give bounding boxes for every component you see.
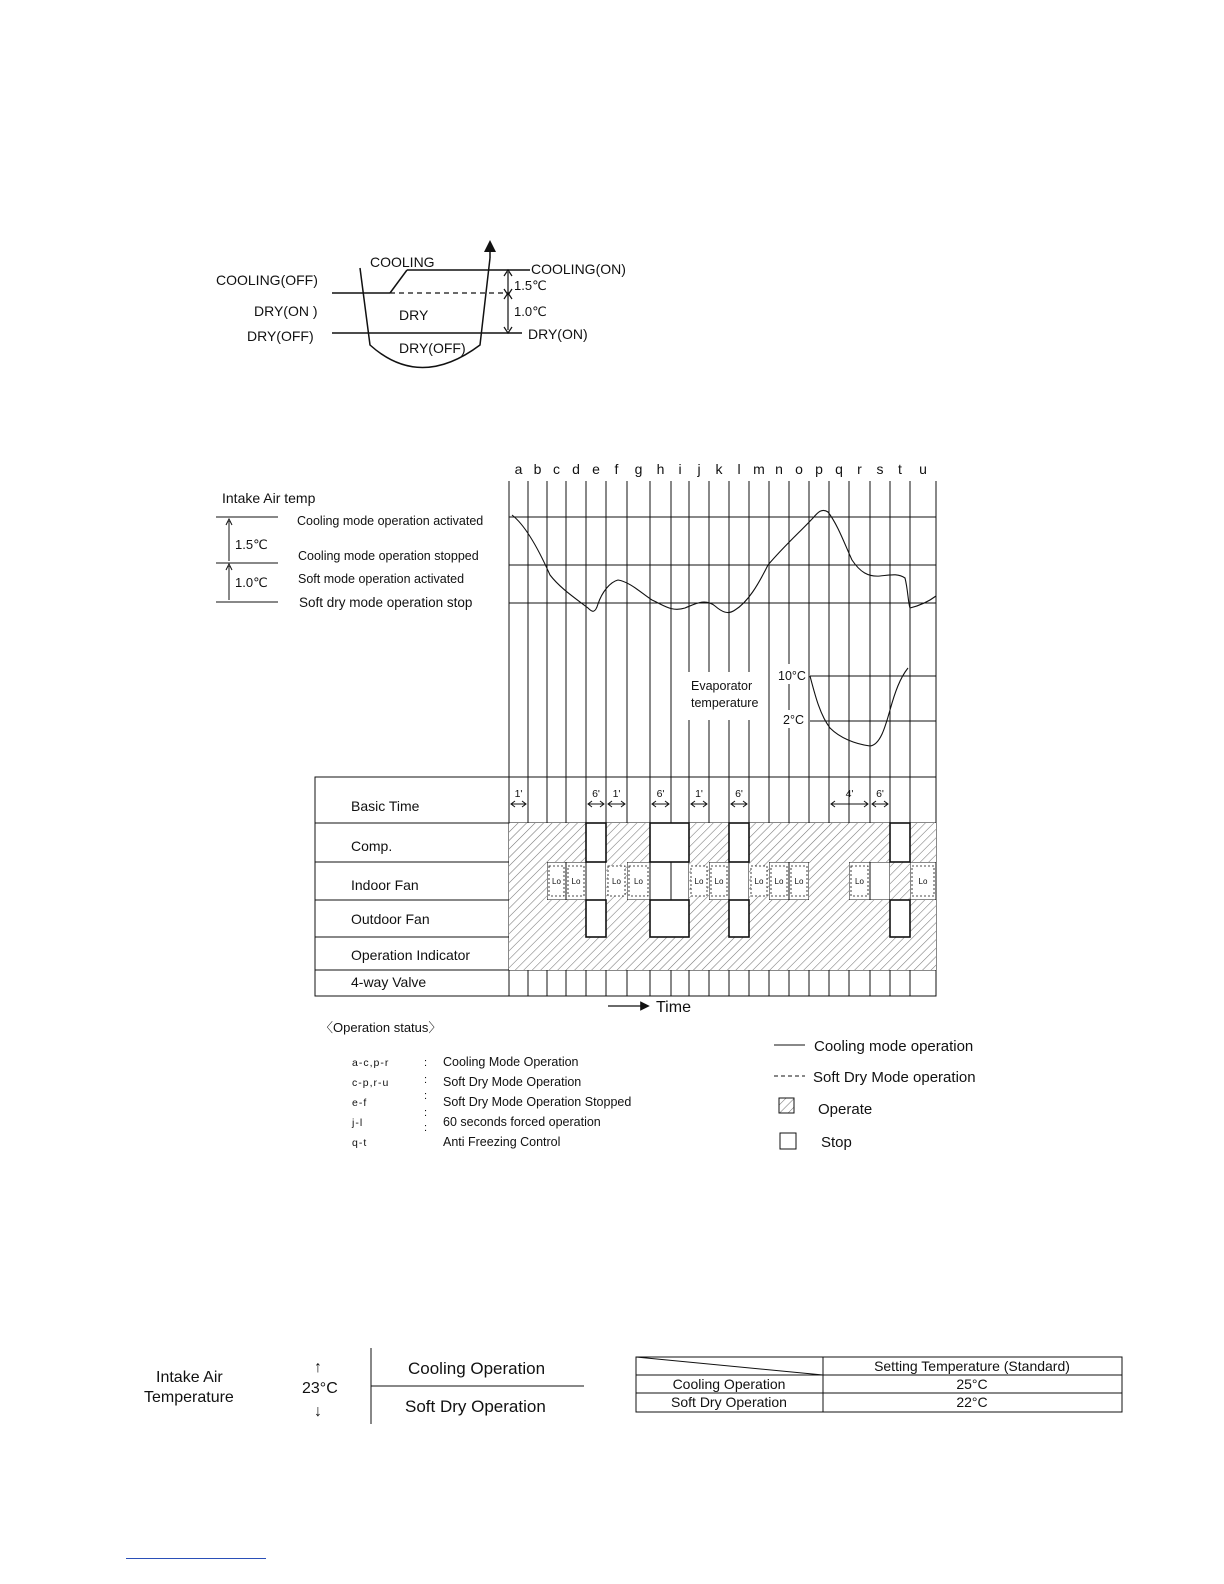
status-code-3: e-f bbox=[352, 1097, 368, 1109]
intake-air-temp-label: Intake Air temp bbox=[222, 490, 316, 506]
column-letter-j: j bbox=[697, 461, 701, 477]
lo-label-1: Lo bbox=[571, 877, 581, 886]
basic-time-marks bbox=[511, 788, 888, 807]
lo-label-9: Lo bbox=[855, 877, 864, 886]
lo-label-10: Lo bbox=[918, 877, 928, 886]
selector-intake-2: Temperature bbox=[144, 1389, 234, 1406]
lo-label-5: Lo bbox=[714, 877, 724, 886]
status-desc-5: Anti Freezing Control bbox=[443, 1135, 561, 1149]
label-dry-on-right: DRY(ON) bbox=[528, 326, 588, 342]
operation-indicator-operate-segment-0 bbox=[509, 937, 936, 970]
legend-stop: Stop bbox=[821, 1134, 852, 1151]
column-letter-a: a bbox=[514, 461, 523, 477]
column-letter-i: i bbox=[678, 461, 682, 477]
status-sep-4: : bbox=[424, 1107, 428, 1119]
lo-label-8: Lo bbox=[794, 877, 804, 886]
time-label: Time bbox=[656, 999, 691, 1016]
column-letter-s: s bbox=[876, 461, 884, 477]
setting-row-2-mode: Soft Dry Operation bbox=[671, 1394, 787, 1410]
legend-cooling-line: Cooling mode operation bbox=[814, 1038, 974, 1055]
label-dry-off-bottom: DRY(OFF) bbox=[399, 340, 466, 356]
label-cooling: COOLING bbox=[370, 254, 435, 270]
comp-operate-segment-3 bbox=[749, 823, 890, 862]
column-letter-g: g bbox=[634, 461, 643, 477]
label-cooling-off: COOLING(OFF) bbox=[216, 272, 318, 288]
basic-time-mark-3: 6' bbox=[656, 788, 665, 800]
selector-cooling: Cooling Operation bbox=[408, 1359, 546, 1378]
status-desc-3: Soft Dry Mode Operation Stopped bbox=[443, 1095, 632, 1109]
operate-hatch-cells bbox=[509, 823, 936, 970]
comp-operate-segment-4 bbox=[910, 823, 936, 862]
setting-row-1-mode: Cooling Operation bbox=[672, 1376, 786, 1392]
column-letter-e: e bbox=[592, 461, 600, 477]
column-letter-h: h bbox=[656, 461, 665, 477]
lo-label-3: Lo bbox=[634, 877, 643, 886]
selector-down-arrow: ↓ bbox=[314, 1403, 322, 1420]
timing-chart bbox=[216, 461, 936, 1016]
footer-link-underline bbox=[126, 1558, 266, 1559]
column-letter-u: u bbox=[919, 461, 927, 477]
status-code-1: a-c,p-r bbox=[352, 1057, 390, 1069]
basic-time-mark-5: 6' bbox=[735, 788, 743, 800]
status-code-4: j-l bbox=[352, 1117, 364, 1129]
column-letter-m: m bbox=[753, 461, 765, 477]
selector-up-arrow: ↑ bbox=[314, 1359, 322, 1376]
row-outdoor-fan: Outdoor Fan bbox=[351, 911, 430, 927]
setting-row-1-temp: 25°C bbox=[956, 1376, 988, 1392]
temperature-selector bbox=[144, 1348, 584, 1424]
setting-row-2-temp: 22°C bbox=[956, 1394, 988, 1410]
row-4-way-valve: 4-way Valve bbox=[351, 974, 427, 990]
setting-table-diagonal bbox=[636, 1357, 823, 1375]
intake-air-temp-curve bbox=[512, 510, 936, 612]
label-dry-on-left: DRY(ON ) bbox=[254, 303, 318, 319]
selector-intake-1: Intake Air bbox=[156, 1369, 223, 1386]
indoor-fan-operate-segment-4 bbox=[809, 862, 849, 900]
setting-table-header: Setting Temperature (Standard) bbox=[874, 1358, 1070, 1374]
evaporator-label-line1: Evaporator bbox=[691, 679, 753, 693]
threshold-label-4: Soft dry mode operation stop bbox=[299, 595, 473, 610]
lo-label-4: Lo bbox=[694, 877, 704, 886]
stop-box-1-1 bbox=[650, 900, 689, 937]
indoor-fan-operate-segment-5 bbox=[890, 862, 910, 900]
row-basic-time: Basic Time bbox=[351, 798, 420, 814]
operation-status-title: 〈Operation status〉 bbox=[320, 1020, 442, 1035]
stop-box-3-0 bbox=[890, 823, 910, 862]
evap-low-label: 2°C bbox=[783, 713, 804, 727]
evaporator-label-line2: temperature bbox=[691, 696, 759, 710]
status-desc-1: Cooling Mode Operation bbox=[443, 1055, 579, 1069]
scale-delta-lower: 1.0℃ bbox=[235, 575, 268, 590]
threshold-label-1: Cooling mode operation activated bbox=[297, 514, 484, 528]
outdoor-fan-operate-segment-4 bbox=[910, 900, 936, 937]
indoor-fan-operate-segment-0 bbox=[509, 862, 547, 900]
status-sep-1: : bbox=[424, 1057, 428, 1069]
cooling-transition bbox=[390, 270, 407, 293]
column-letter-l: l bbox=[737, 461, 741, 477]
selector-soft-dry: Soft Dry Operation bbox=[405, 1397, 546, 1416]
basic-time-mark-4: 1' bbox=[695, 788, 703, 800]
comp-operate-segment-0 bbox=[509, 823, 586, 862]
label-cooling-on: COOLING(ON) bbox=[531, 261, 626, 277]
column-letter-p: p bbox=[815, 461, 823, 477]
status-sep-2: : bbox=[424, 1074, 428, 1086]
label-delta-upper: 1.5℃ bbox=[514, 278, 547, 293]
legend bbox=[320, 1020, 976, 1151]
status-sep-5: : bbox=[424, 1122, 428, 1134]
status-sep-3: : bbox=[424, 1090, 428, 1102]
threshold-label-3: Soft mode operation activated bbox=[298, 572, 465, 586]
label-delta-lower: 1.0℃ bbox=[514, 304, 547, 319]
stop-box-3-1 bbox=[890, 900, 910, 937]
status-desc-4: 60 seconds forced operation bbox=[443, 1115, 601, 1129]
outdoor-fan-operate-segment-1 bbox=[606, 900, 650, 937]
lo-label-6: Lo bbox=[754, 877, 764, 886]
label-dry: DRY bbox=[399, 307, 429, 323]
column-letter-r: r bbox=[857, 461, 862, 477]
lo-label-7: Lo bbox=[774, 877, 784, 886]
row-comp: Comp. bbox=[351, 838, 393, 854]
column-letter-f: f bbox=[614, 461, 619, 477]
basic-time-mark-6: 4' bbox=[845, 788, 854, 800]
outdoor-fan-operate-segment-3 bbox=[749, 900, 890, 937]
scale-delta-upper: 1.5℃ bbox=[235, 537, 268, 552]
column-letter-k: k bbox=[715, 461, 723, 477]
label-dry-off-left: DRY(OFF) bbox=[247, 328, 314, 344]
comp-operate-segment-1 bbox=[606, 823, 650, 862]
hysteresis-diagram bbox=[216, 246, 626, 368]
comp-operate-segment-2 bbox=[689, 823, 729, 862]
stop-box-1-0 bbox=[650, 823, 689, 862]
setting-temperature-table bbox=[636, 1357, 1122, 1412]
outdoor-fan-operate-segment-2 bbox=[689, 900, 729, 937]
column-letter-n: n bbox=[775, 461, 783, 477]
outdoor-fan-operate-segment-0 bbox=[509, 900, 586, 937]
column-letter-t: t bbox=[898, 461, 902, 477]
column-letter-o: o bbox=[795, 461, 803, 477]
basic-time-mark-2: 1' bbox=[612, 788, 621, 800]
stop-box-2-1 bbox=[729, 900, 749, 937]
basic-time-mark-1: 6' bbox=[592, 788, 600, 800]
lo-label-2: Lo bbox=[612, 877, 621, 886]
legend-soft-dry-line: Soft Dry Mode operation bbox=[813, 1069, 976, 1086]
legend-operate: Operate bbox=[818, 1101, 873, 1118]
evaporator-temp-curve bbox=[810, 668, 908, 746]
status-desc-2: Soft Dry Mode Operation bbox=[443, 1075, 582, 1089]
stop-box-0-0 bbox=[586, 823, 606, 862]
column-letter-c: c bbox=[553, 461, 560, 477]
status-code-2: c-p,r-u bbox=[352, 1077, 390, 1089]
stop-box-0-1 bbox=[586, 900, 606, 937]
row-indoor-fan: Indoor Fan bbox=[351, 877, 419, 893]
lo-label-0: Lo bbox=[552, 877, 561, 886]
legend-stop-swatch bbox=[780, 1133, 796, 1149]
evap-high-label: 10°C bbox=[778, 669, 806, 683]
legend-operate-swatch bbox=[779, 1098, 794, 1113]
stop-box-2-0 bbox=[729, 823, 749, 862]
column-letter-b: b bbox=[533, 461, 542, 477]
status-code-5: q-t bbox=[352, 1137, 368, 1149]
column-letters bbox=[515, 461, 927, 477]
row-operation-indicator: Operation Indicator bbox=[351, 947, 471, 963]
basic-time-mark-7: 6' bbox=[876, 788, 884, 800]
selector-temp: 23°C bbox=[302, 1380, 338, 1397]
threshold-label-2: Cooling mode operation stopped bbox=[298, 549, 479, 563]
column-letter-q: q bbox=[835, 461, 843, 477]
column-letter-d: d bbox=[572, 461, 580, 477]
basic-time-mark-0: 1' bbox=[514, 788, 523, 800]
